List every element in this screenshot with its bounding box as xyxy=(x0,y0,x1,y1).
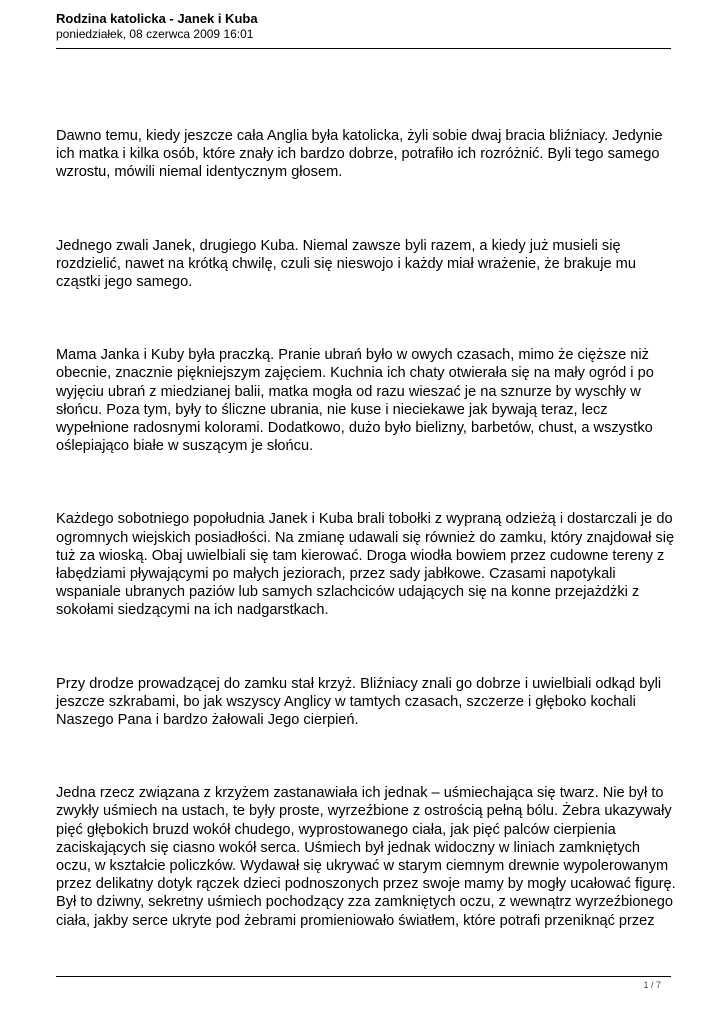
document-title: Rodzina katolicka - Janek i Kuba xyxy=(56,11,258,26)
paragraph-2: Jednego zwali Janek, drugiego Kuba. Niemal zawsze byli razem, a kiedy już musieli się rozdzielić, nawet na krótką chwilę, czuli się nieswojo i każdy miał wrażenie, że brakuje mu cząstki jego samego. xyxy=(56,237,636,291)
article-body xyxy=(56,127,676,930)
paragraph-6: Jedna rzecz związana z krzyżem zastanawiała ich jednak – uśmiechająca się twarz. Nie był to zwykły uśmiech na ustach, te były proste, wyrzeźbione z ostrością pełną bólu. Żebra ukazywały pięć głębokich bruzd wokół chudego, wyprostowanego ciała, jak pięć palców cierpienia zaciskających się ciasno wokół serca. Uśmiech był jednak widoczny w liniach zamkniętych oczu, w kształcie policzków. Wydawał się ukrywać w starym ciemnym drewnie wypolerowanym przez delikatny dotyk rączek dzieci podnoszonych przez swoje mamy by mogły ucałować figurę. Był to dziwny, sekretny uśmiech pochodzący zza zamkniętych oczu, z wewnątrz wyrzeźbionego ciała, jakby serce ukryte pod żebrami promieniowało światłem, które potrafi przeniknąć przez xyxy=(56,785,676,929)
paragraph-4: Każdego sobotniego popołudnia Janek i Kuba brali tobołki z wypraną odzieżą i dostarczali je do ogromnych wiejskich posiadłości. Na zmianę udawali się również do zamku, który znajdował się tuż za wioską. Obaj uwielbiali się tam kierować. Droga wiodła bowiem przez cudowne tereny z łabędziami pływającymi po małych jeziorach, przez sady jabłkowe. Czasami napotykali wspaniale ubranych paziów lub samych szlachciców udających się na konne przejażdżki z sokołami siedzącymi na ich nadgarstkach. xyxy=(56,511,675,619)
header-divider xyxy=(56,48,671,49)
page-header xyxy=(56,11,671,42)
paragraph-3: Mama Janka i Kuby była praczką. Pranie ubrań było w owych czasach, mimo że cięższe niż obecnie, znacznie piękniejszym zajęciem. Kuchnia ich chaty otwierała się na mały ogród i po wyjęciu ubrań z miedzianej balii, matka mogła od razu wieszać je na sznurze by wyschły w słońcu. Poza tym, były to śliczne ubrania, nie kuse i nieciekawe jak bywają teraz, lecz wypełnione radosnymi kolorami. Dodatkowo, dużo było bielizny, barbetów, chust, a wszystko oślepiająco białe w suszącym je słońcu. xyxy=(56,347,654,455)
footer-divider xyxy=(56,976,671,977)
page-number: 1 / 7 xyxy=(643,980,661,990)
paragraph-5: Przy drodze prowadzącej do zamku stał krzyż. Bliźniacy znali go dobrze i uwielbiali odkąd byli jeszcze szkrabami, bo jak wszyscy Anglicy w tamtych czasach, szczerze i głęboko kochali Naszego Pana i bardzo żałowali Jego cierpień. xyxy=(56,675,662,729)
paragraph-1: Dawno temu, kiedy jeszcze cała Anglia była katolicka, żyli sobie dwaj bracia bliźniacy. Jedynie ich matka i kilka osób, które znały ich bardzo dobrze, potrafiło ich rozróżnić. Byli tego samego wzrostu, mówili niemal identycznym głosem. xyxy=(56,128,663,181)
document-date: poniedziałek, 08 czerwca 2009 16:01 xyxy=(56,27,254,41)
